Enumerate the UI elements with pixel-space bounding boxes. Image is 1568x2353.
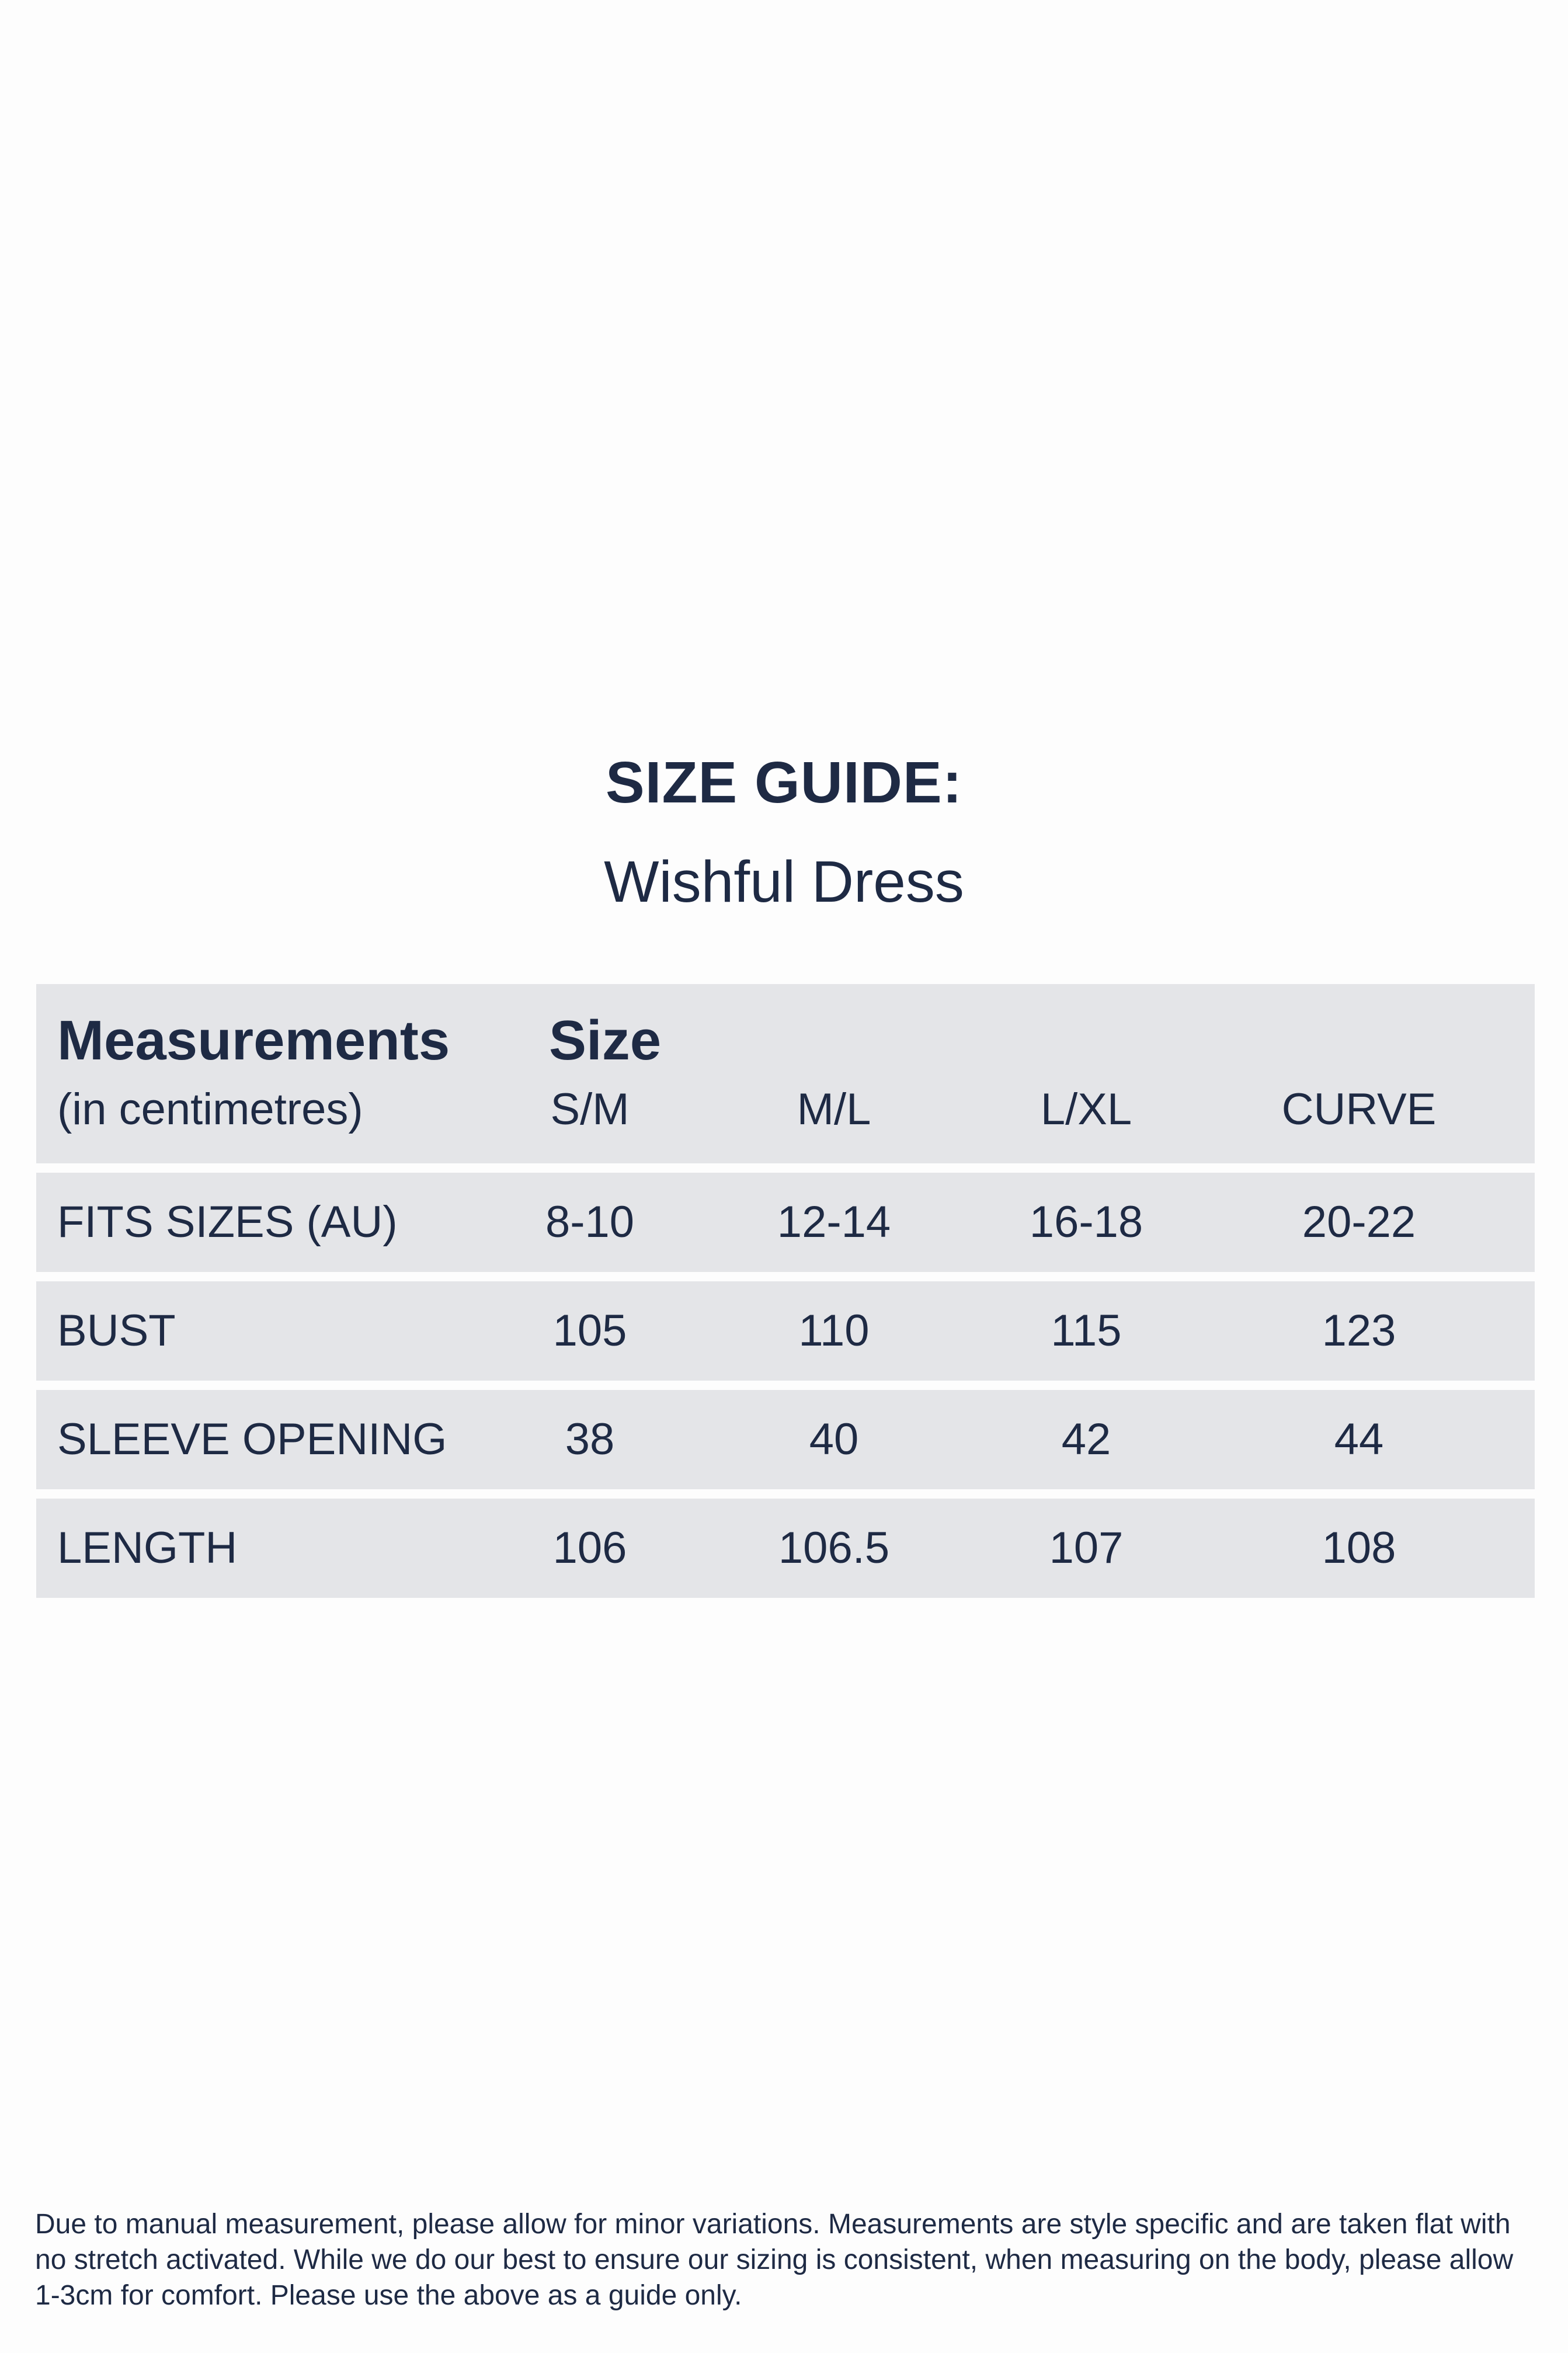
- cell-value: 12-14: [777, 1197, 891, 1247]
- size-col-sm: S/M: [550, 1085, 630, 1134]
- size-col-ml: M/L: [797, 1085, 871, 1134]
- cell-value: 107: [1049, 1523, 1124, 1573]
- size-col-curve: CURVE: [1281, 1085, 1437, 1134]
- page-title: SIZE GUIDE:: [605, 750, 963, 815]
- table-header-row: [36, 984, 1535, 1163]
- cell-value: 8-10: [545, 1197, 635, 1247]
- size-col-lxl: L/XL: [1040, 1085, 1132, 1134]
- cell-value: 44: [1334, 1414, 1384, 1464]
- size-table: [36, 984, 1535, 1607]
- table-row: [36, 1173, 1535, 1272]
- cell-value: 106.5: [778, 1523, 890, 1573]
- cell-value: 38: [565, 1414, 615, 1464]
- product-name: Wishful Dress: [604, 849, 964, 915]
- row-label: SLEEVE OPENING: [57, 1414, 447, 1464]
- cell-value: 123: [1322, 1306, 1396, 1356]
- cell-value: 20-22: [1302, 1197, 1416, 1247]
- cell-value: 105: [552, 1306, 627, 1356]
- table-row: [36, 1390, 1535, 1489]
- row-label: FITS SIZES (AU): [57, 1197, 398, 1247]
- cell-value: 40: [809, 1414, 859, 1464]
- cell-value: 106: [552, 1523, 627, 1573]
- units-label: (in centimetres): [57, 1085, 363, 1134]
- measurements-header: Measurements: [57, 1009, 450, 1072]
- size-header: Size: [549, 1009, 662, 1072]
- cell-value: 16-18: [1029, 1197, 1143, 1247]
- cell-value: 115: [1051, 1306, 1122, 1356]
- cell-value: 42: [1061, 1414, 1111, 1464]
- table-row: [36, 1499, 1535, 1598]
- row-label: LENGTH: [57, 1523, 238, 1573]
- measurement-disclaimer: Due to manual measurement, please allow for minor variations. Measurements are style specific and are taken flat with no stretch activated. While we do our best to ensure our sizing is consistent, when measuring on the body, please allow 1-3cm for comfort. Please use the above as a guide only.: [35, 2209, 1514, 2311]
- cell-value: 108: [1322, 1523, 1396, 1573]
- cell-value: 110: [798, 1306, 870, 1356]
- row-label: BUST: [57, 1306, 176, 1356]
- table-row: [36, 1281, 1535, 1381]
